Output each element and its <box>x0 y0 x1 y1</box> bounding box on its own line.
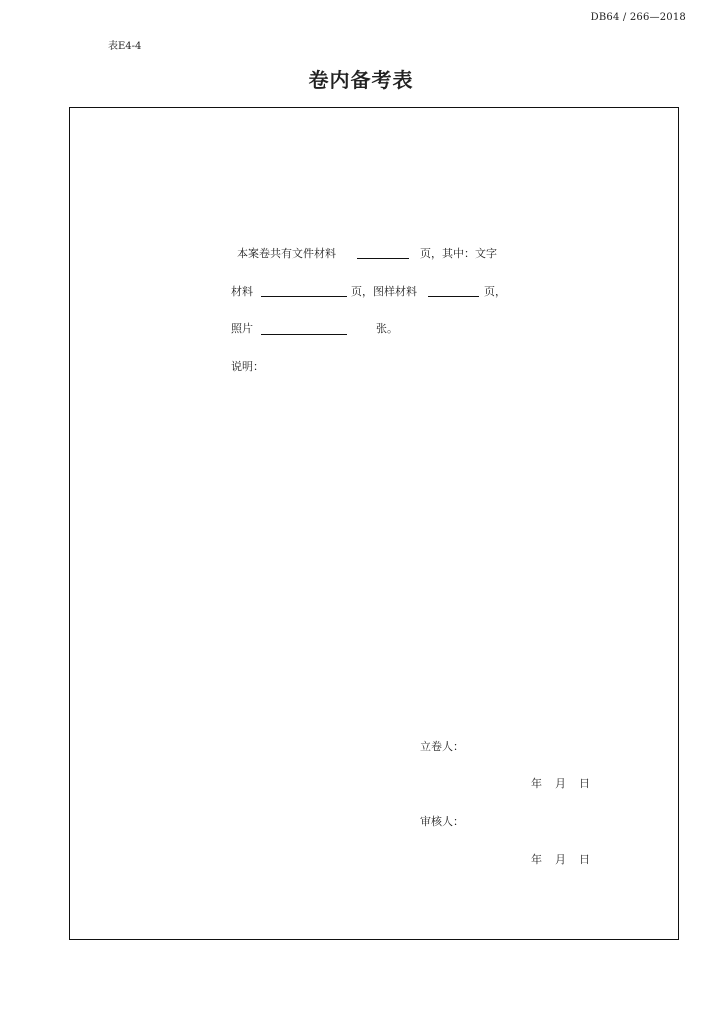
photo-label: 照片 <box>231 322 253 335</box>
drawing-pages-label: 页，图样材料 <box>351 285 417 298</box>
notes-label: 说明： <box>231 360 264 373</box>
photo-count-blank[interactable] <box>261 334 347 335</box>
text-pages-blank[interactable] <box>261 296 347 297</box>
notes-area[interactable] <box>231 380 631 720</box>
table-number: 表E4-4 <box>108 41 142 52</box>
total-pages-label: 本案卷共有文件材料 <box>237 247 336 260</box>
compiler-label: 立卷人： <box>420 740 464 753</box>
reviewer-date-year: 年 <box>531 853 542 866</box>
reviewer-date-month: 月 <box>555 853 566 866</box>
reviewer-date-day: 日 <box>579 853 590 866</box>
drawing-pages-suffix: 页， <box>484 285 506 298</box>
compiler-date-year: 年 <box>531 777 542 790</box>
photo-count-suffix: 张。 <box>376 322 398 335</box>
page-title: 卷内备考表 <box>308 68 414 92</box>
standard-code: DB64 / 266—2018 <box>590 12 686 23</box>
text-material-label: 材料 <box>231 285 253 298</box>
drawing-pages-blank[interactable] <box>428 296 479 297</box>
reviewer-label: 审核人： <box>420 815 464 828</box>
compiler-date-day: 日 <box>579 777 590 790</box>
total-pages-blank[interactable] <box>357 258 409 259</box>
compiler-date-month: 月 <box>555 777 566 790</box>
text-pages-label: 页，其中：文字 <box>420 247 497 260</box>
